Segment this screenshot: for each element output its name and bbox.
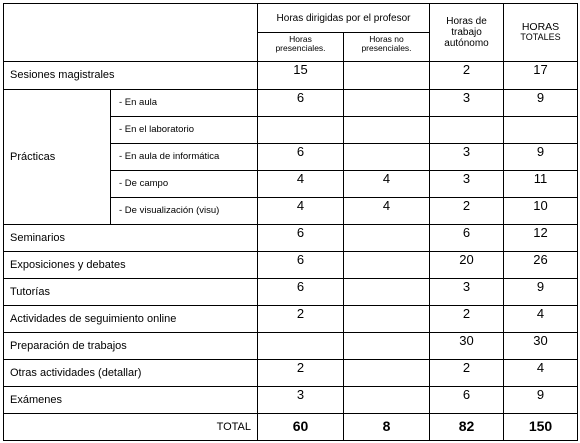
table-row bbox=[4, 279, 578, 306]
cell-presenciales bbox=[258, 117, 344, 144]
sub-activity-label: - En aula de informática bbox=[111, 144, 258, 171]
cell-autonomo: 3 bbox=[430, 171, 504, 198]
cell-no-presenciales bbox=[344, 360, 430, 387]
table-row bbox=[4, 333, 578, 360]
cell-autonomo: 2 bbox=[430, 62, 504, 90]
cell-presenciales: 6 bbox=[258, 144, 344, 171]
total-presenciales: 60 bbox=[258, 414, 344, 441]
total-horas: 150 bbox=[504, 414, 578, 441]
cell-autonomo: 20 bbox=[430, 252, 504, 279]
cell-total: 4 bbox=[504, 360, 578, 387]
cell-presenciales: 6 bbox=[258, 279, 344, 306]
total-no-presenciales: 8 bbox=[344, 414, 430, 441]
cell-presenciales: 6 bbox=[258, 225, 344, 252]
header-autonomo-label: Horas de trabajo autónomo bbox=[444, 16, 489, 49]
sub-activity-label: - De campo bbox=[111, 171, 258, 198]
total-autonomo: 82 bbox=[430, 414, 504, 441]
activity-label: Otras actividades (detallar) bbox=[4, 360, 258, 387]
cell-no-presenciales bbox=[344, 144, 430, 171]
table-row bbox=[4, 90, 578, 117]
table-row bbox=[4, 306, 578, 333]
header-presenciales-label: Horas presenciales. bbox=[275, 34, 326, 54]
header-group-profesor: Horas dirigidas por el profesor bbox=[258, 4, 430, 33]
cell-autonomo: 2 bbox=[430, 198, 504, 225]
header-corner bbox=[4, 4, 258, 62]
cell-no-presenciales bbox=[344, 306, 430, 333]
hours-table bbox=[3, 3, 578, 441]
activity-label: Preparación de trabajos bbox=[4, 333, 258, 360]
header-autonomo bbox=[430, 4, 504, 62]
total-row bbox=[4, 414, 578, 441]
cell-total: 26 bbox=[504, 252, 578, 279]
cell-total: 9 bbox=[504, 90, 578, 117]
cell-autonomo: 2 bbox=[430, 306, 504, 333]
cell-autonomo: 6 bbox=[430, 387, 504, 414]
total-label: TOTAL bbox=[4, 414, 258, 441]
cell-total bbox=[504, 117, 578, 144]
cell-total: 9 bbox=[504, 279, 578, 306]
header-totales-line1: HORAS bbox=[521, 20, 560, 33]
cell-total: 9 bbox=[504, 387, 578, 414]
cell-autonomo: 6 bbox=[430, 225, 504, 252]
cell-no-presenciales bbox=[344, 225, 430, 252]
cell-presenciales: 2 bbox=[258, 360, 344, 387]
header-row-1 bbox=[4, 4, 578, 33]
header-no-presenciales bbox=[344, 33, 430, 62]
cell-no-presenciales bbox=[344, 62, 430, 90]
cell-presenciales: 4 bbox=[258, 198, 344, 225]
cell-total: 12 bbox=[504, 225, 578, 252]
cell-no-presenciales bbox=[344, 387, 430, 414]
cell-autonomo: 3 bbox=[430, 90, 504, 117]
sub-activity-label: - En aula bbox=[111, 90, 258, 117]
activity-label: Tutorías bbox=[4, 279, 258, 306]
cell-no-presenciales: 4 bbox=[344, 171, 430, 198]
cell-total: 11 bbox=[504, 171, 578, 198]
header-no-presenciales-label: Horas no presenciales. bbox=[361, 34, 412, 54]
activity-label: Exámenes bbox=[4, 387, 258, 414]
cell-presenciales: 6 bbox=[258, 90, 344, 117]
cell-no-presenciales bbox=[344, 117, 430, 144]
cell-no-presenciales bbox=[344, 90, 430, 117]
table-row bbox=[4, 225, 578, 252]
cell-total: 10 bbox=[504, 198, 578, 225]
activity-label: Seminarios bbox=[4, 225, 258, 252]
cell-total: 9 bbox=[504, 144, 578, 171]
cell-autonomo: 3 bbox=[430, 279, 504, 306]
cell-autonomo bbox=[430, 117, 504, 144]
activity-label: Exposiciones y debates bbox=[4, 252, 258, 279]
sub-activity-label: - En el laboratorio bbox=[111, 117, 258, 144]
table-row bbox=[4, 252, 578, 279]
cell-total: 17 bbox=[504, 62, 578, 90]
header-totales-line2: TOTALES bbox=[520, 32, 561, 43]
sub-activity-label: - De visualización (visu) bbox=[111, 198, 258, 225]
cell-presenciales bbox=[258, 333, 344, 360]
header-totales bbox=[504, 4, 578, 62]
activity-label: Sesiones magistrales bbox=[4, 62, 258, 90]
header-presenciales bbox=[258, 33, 344, 62]
cell-autonomo: 3 bbox=[430, 144, 504, 171]
cell-no-presenciales bbox=[344, 279, 430, 306]
cell-autonomo: 2 bbox=[430, 360, 504, 387]
cell-presenciales: 2 bbox=[258, 306, 344, 333]
cell-total: 4 bbox=[504, 306, 578, 333]
table-row bbox=[4, 62, 578, 90]
activity-label: Actividades de seguimiento online bbox=[4, 306, 258, 333]
cell-presenciales: 4 bbox=[258, 171, 344, 198]
cell-no-presenciales bbox=[344, 252, 430, 279]
cell-autonomo: 30 bbox=[430, 333, 504, 360]
cell-presenciales: 15 bbox=[258, 62, 344, 90]
cell-no-presenciales bbox=[344, 333, 430, 360]
cell-total: 30 bbox=[504, 333, 578, 360]
cell-presenciales: 6 bbox=[258, 252, 344, 279]
activity-label: Prácticas bbox=[4, 90, 111, 225]
table-row bbox=[4, 387, 578, 414]
cell-no-presenciales: 4 bbox=[344, 198, 430, 225]
table-row bbox=[4, 360, 578, 387]
cell-presenciales: 3 bbox=[258, 387, 344, 414]
